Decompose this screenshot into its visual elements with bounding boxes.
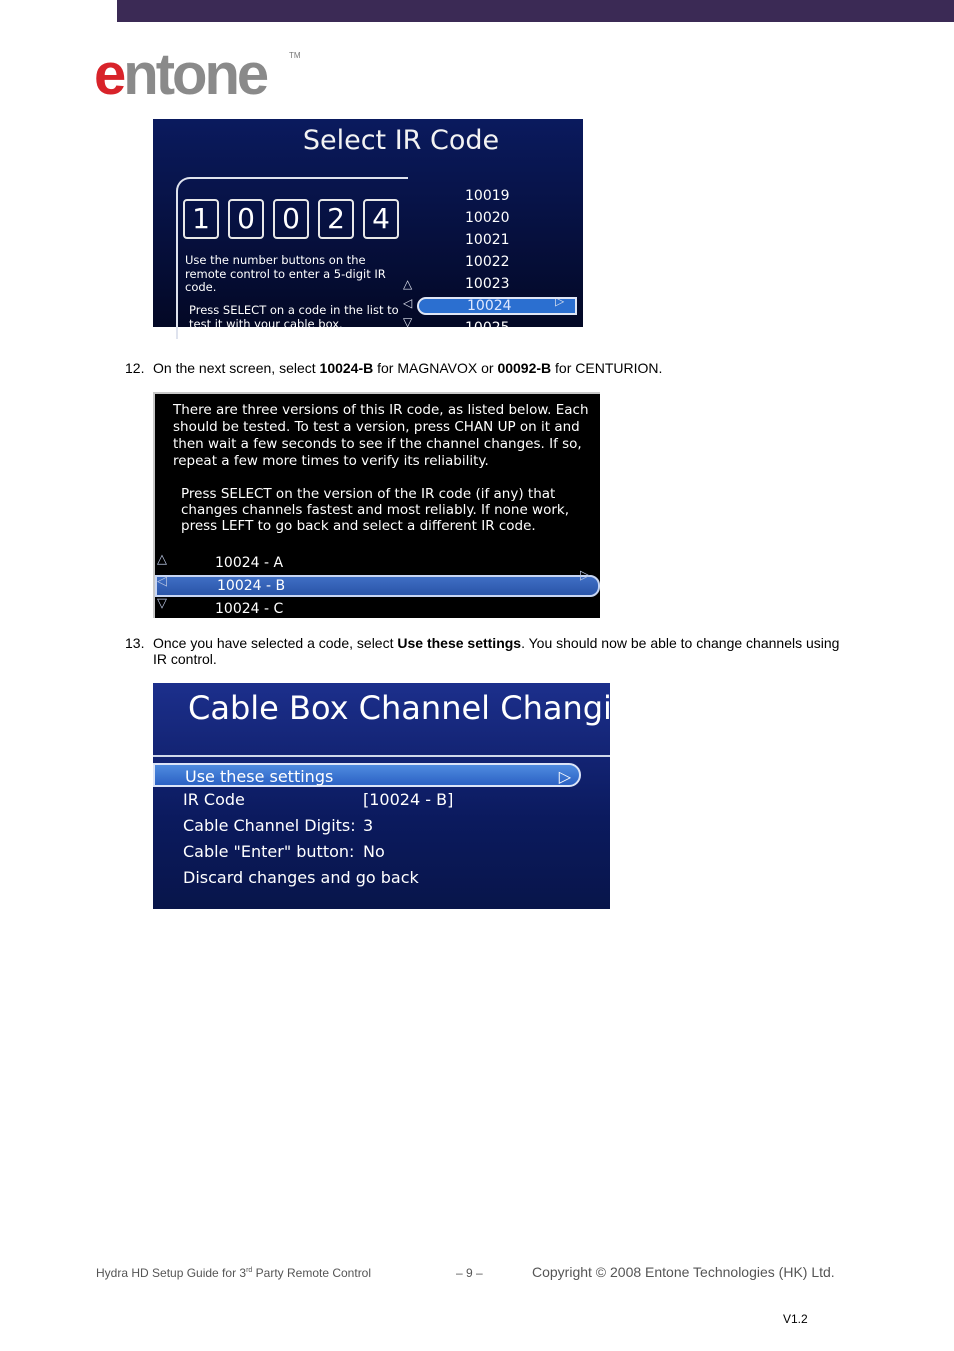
- ir-version-screenshot: [153, 392, 600, 618]
- settings-menu: [153, 763, 610, 891]
- list-item: 10021: [465, 232, 510, 248]
- help-text: Use the number buttons on the remote control to enter a 5-digit IR code.: [185, 253, 386, 294]
- instructions-paragraph: There are three versions of this IR code, as listed below. Each should be tested. To test a version, press CHAN UP on it and then wait a few seconds to see if the channel changes. If so, repeat a few more times to verify its reliability.: [173, 402, 589, 469]
- page-number: – 9 –: [456, 1266, 483, 1280]
- discard-item: Discard changes and go back: [183, 868, 419, 887]
- channel-digits-row: Cable Channel Digits: 3: [183, 816, 374, 835]
- use-settings-item: Use these settings ▷: [153, 763, 581, 787]
- cable-box-channel-screenshot: [153, 683, 653, 909]
- digit-box: 1: [183, 199, 219, 239]
- digit-box: 4: [363, 199, 399, 239]
- list-item: 10024 - A: [215, 555, 284, 571]
- list-item-selected: 10024: [417, 297, 577, 315]
- down-arrow-icon: ▽: [403, 315, 413, 329]
- down-arrow-icon: ▽: [157, 596, 167, 611]
- up-arrow-icon: △: [157, 552, 167, 567]
- screen-title: Select IR Code: [302, 125, 500, 156]
- list-item: 10022: [465, 254, 510, 270]
- version: V1.2: [783, 1312, 808, 1326]
- right-arrow-icon: ▷: [558, 767, 571, 786]
- right-arrow-icon: ▷: [580, 568, 590, 583]
- left-arrow-icon: ◁: [157, 574, 167, 589]
- entone-logo: entone TM: [94, 42, 301, 107]
- screen-title: Cable Box Channel Changing: [188, 689, 653, 727]
- digit-boxes: [183, 199, 399, 239]
- digit-box: 0: [228, 199, 264, 239]
- instructions-paragraph-2: Press SELECT on the version of the IR code (if any) that changes channels fastest and most reliably. If none work, press LEFT to go back and select a different IR code.: [181, 486, 569, 534]
- select-ir-code-screenshot: [153, 119, 583, 336]
- right-arrow-icon: ▷: [555, 294, 565, 308]
- list-item: 10023: [465, 276, 510, 292]
- version-list: [155, 552, 600, 620]
- ir-code-row: IR Code [10024 - B]: [183, 790, 454, 809]
- list-item: 10019: [465, 188, 510, 204]
- digit-box: 0: [273, 199, 309, 239]
- code-list: [465, 185, 625, 339]
- header-bar: [117, 0, 954, 22]
- digit-box: 2: [318, 199, 354, 239]
- list-item-selected: 10024 - B: [155, 575, 600, 597]
- list-item: 10024 - C: [215, 601, 284, 617]
- list-item: 10025: [465, 320, 510, 336]
- left-arrow-icon: ◁: [403, 296, 413, 310]
- footer-title: Hydra HD Setup Guide for 3rd Party Remote Control: [96, 1266, 372, 1280]
- copyright: Copyright © 2008 Entone Technologies (HK) Ltd.: [532, 1264, 835, 1280]
- up-arrow-icon: △: [403, 277, 413, 291]
- list-item: 10020: [465, 210, 510, 226]
- divider: [153, 755, 610, 757]
- enter-button-row: Cable "Enter" button: No: [183, 842, 385, 861]
- help-text-2: Press SELECT on a code in the list to test it with your cable box.: [189, 303, 399, 331]
